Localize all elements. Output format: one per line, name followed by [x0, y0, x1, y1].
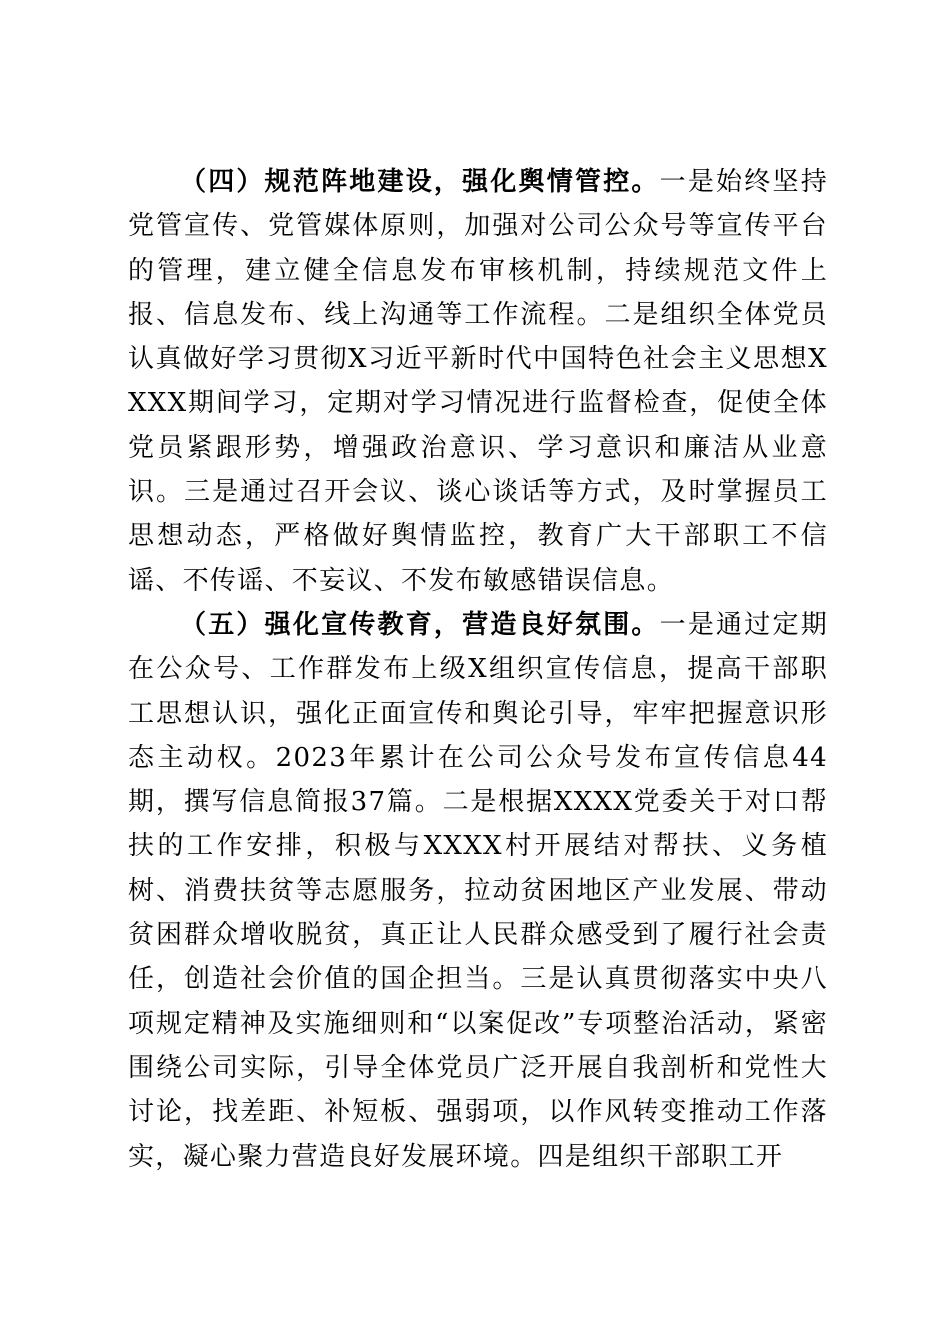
section-4-body: 一是始终坚持党管宣传、党管媒体原则，加强对公司公众号等宣传平台的管理，建立健全信息发布审核机制，持续规范文件上报、信息发布、线上沟通等工作流程。二是组织全体党员认真做好学习贯彻X习近平新时代中国特色社会主义思想XXXX期间学习，定期对学习情况进行监督检查，促使全体党员紧跟形势，增强政治意识、学习意识和廉洁从业意识。三是通过召开会议、谈心谈话等方式，及时掌握员工思想动态，严格做好舆情监控，教育广大干部职工不信谣、不传谣、不妄议、不发布敏感错误信息。: [128, 167, 828, 596]
paragraph-section-5: [128, 603, 828, 1179]
section-5-body: 一是通过定期在公众号、工作群发布上级X组织宣传信息，提高干部职工思想认识，强化正面宣传和舆论引导，牢牢把握意识形态主动权。2023年累计在公司公众号发布宣传信息44期，撰写信息简报37篇。二是根据XXXX党委关于对口帮扶的工作安排，积极与XXXX村开展结对帮扶、义务植树、消费扶贫等志愿服务，拉动贫困地区产业发展、带动贫困群众增收脱贫，真正让人民群众感受到了履行社会责任，创造社会价值的国企担当。三是认真贯彻落实中央八项规定精神及实施细则和“以案促改”专项整治活动，紧密围绕公司实际，引导全体党员广泛开展自我剖析和党性大讨论，找差距、补短板、强弱项，以作风转变推动工作落实，凝心聚力营造良好发展环境。四是组织干部职工开: [128, 609, 828, 1172]
section-4-heading: （四）规范阵地建设，强化舆情管控。: [180, 167, 660, 197]
paragraph-section-4: [128, 160, 828, 603]
section-5-heading: （五）强化宣传教育，营造良好氛围。: [180, 609, 660, 640]
document-body: [128, 160, 828, 1179]
